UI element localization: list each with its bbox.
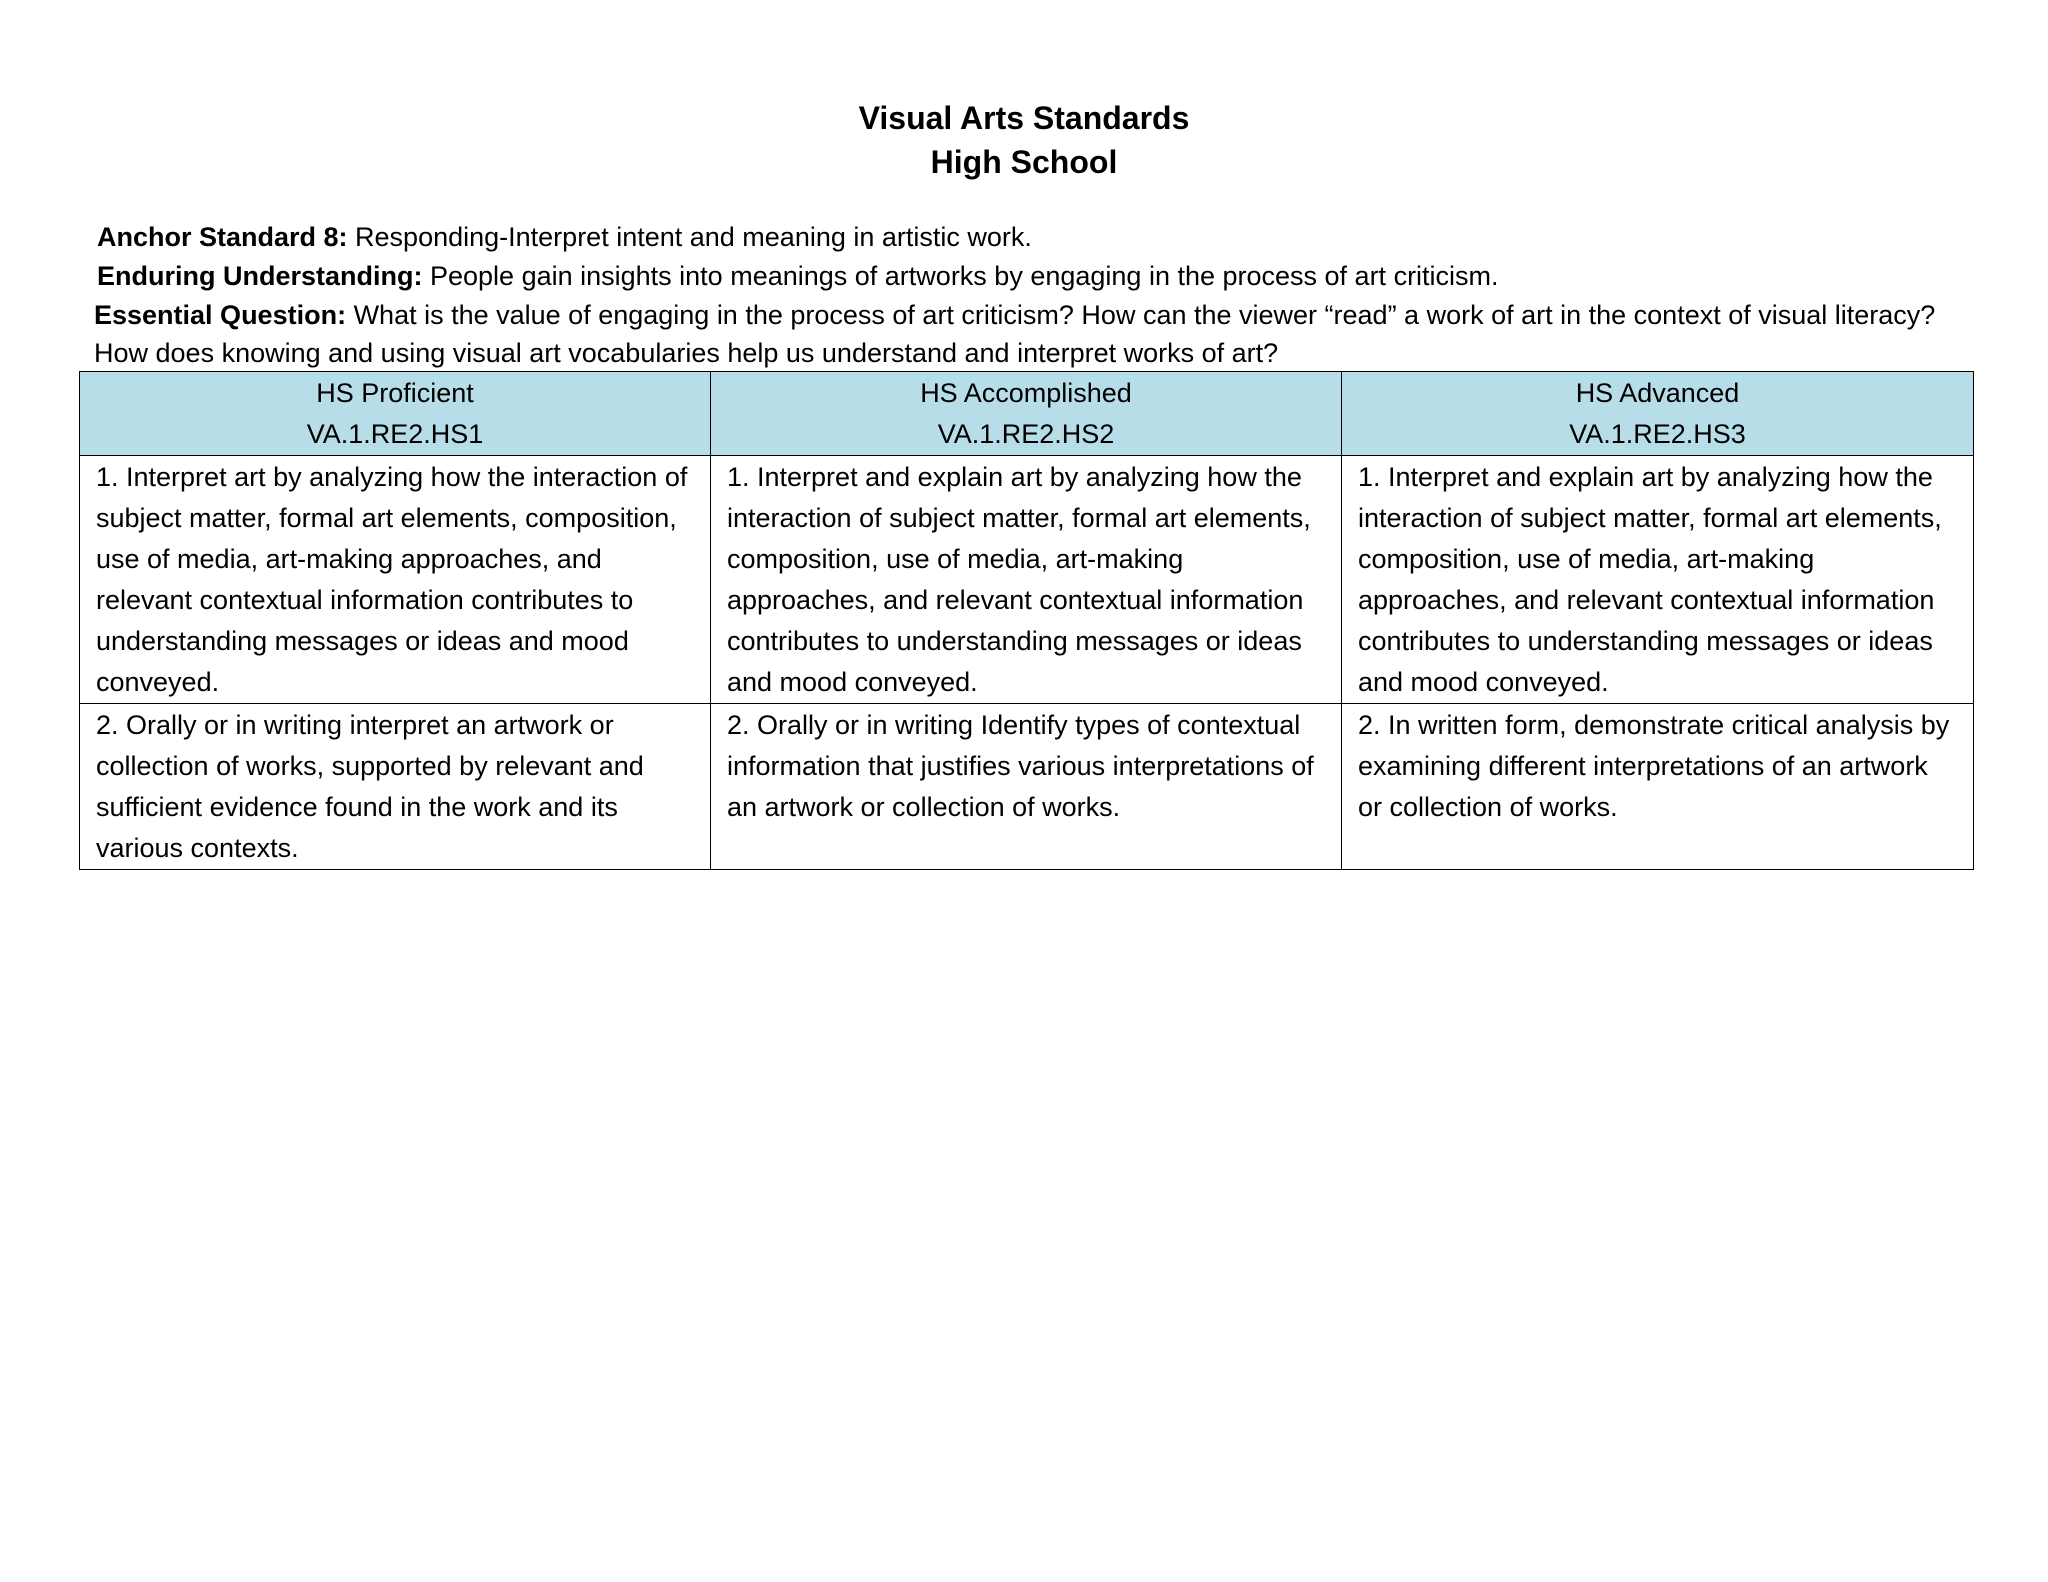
header-level: HS Advanced xyxy=(1575,378,1740,408)
table-header-row xyxy=(80,372,1974,456)
header-cell-accomplished xyxy=(711,372,1342,456)
essential-question xyxy=(94,296,1994,372)
table-cell: 2. In written form, demonstrate critical analysis by examining different interpretations of an artwork or collection of works. xyxy=(1342,704,1974,870)
essential-question-text: What is the value of engaging in the process of art criticism? How can the viewer “read” a work of art in the context of visual literacy? How does knowing and using visual art vocabularies help us understand and interpret works of art? xyxy=(94,300,1936,368)
header-code: VA.1.RE2.HS2 xyxy=(937,419,1115,449)
header-level: HS Accomplished xyxy=(920,378,1132,408)
anchor-standard xyxy=(97,218,1032,256)
header-code: VA.1.RE2.HS1 xyxy=(306,419,484,449)
table-cell: 1. Interpret art by analyzing how the interaction of subject matter, formal art elements, composition, use of media, art-making approaches, and relevant contextual information contributes to understanding messages or ideas and mood conveyed. xyxy=(80,456,711,704)
table-row xyxy=(80,456,1974,704)
enduring-understanding-label: Enduring Understanding: xyxy=(97,261,423,291)
table-cell: 1. Interpret and explain art by analyzing how the interaction of subject matter, formal art elements, composition, use of media, art-making approaches, and relevant contextual information contributes to understanding messages or ideas and mood conveyed. xyxy=(1342,456,1974,704)
title-line-2: High School xyxy=(930,144,1118,180)
document-title xyxy=(0,96,2048,184)
standards-table xyxy=(79,371,1974,870)
anchor-standard-label: Anchor Standard 8: xyxy=(97,222,348,252)
title-line-1: Visual Arts Standards xyxy=(858,100,1190,136)
enduring-understanding xyxy=(97,257,1499,295)
table-cell: 2. Orally or in writing interpret an artwork or collection of works, supported by relevant and sufficient evidence found in the work and its various contexts. xyxy=(80,704,711,870)
table-cell: 1. Interpret and explain art by analyzing how the interaction of subject matter, formal art elements, composition, use of media, art-making approaches, and relevant contextual information contributes to understanding messages or ideas and mood conveyed. xyxy=(711,456,1342,704)
enduring-understanding-text: People gain insights into meanings of artworks by engaging in the process of art criticism. xyxy=(430,261,1499,291)
table-row xyxy=(80,704,1974,870)
header-cell-advanced xyxy=(1342,372,1974,456)
header-cell-proficient xyxy=(80,372,711,456)
anchor-standard-text: Responding-Interpret intent and meaning in artistic work. xyxy=(355,222,1032,252)
header-level: HS Proficient xyxy=(316,378,474,408)
table-cell: 2. Orally or in writing Identify types of contextual information that justifies various interpretations of an artwork or collection of works. xyxy=(711,704,1342,870)
essential-question-label: Essential Question: xyxy=(94,300,347,330)
header-code: VA.1.RE2.HS3 xyxy=(1569,419,1746,449)
